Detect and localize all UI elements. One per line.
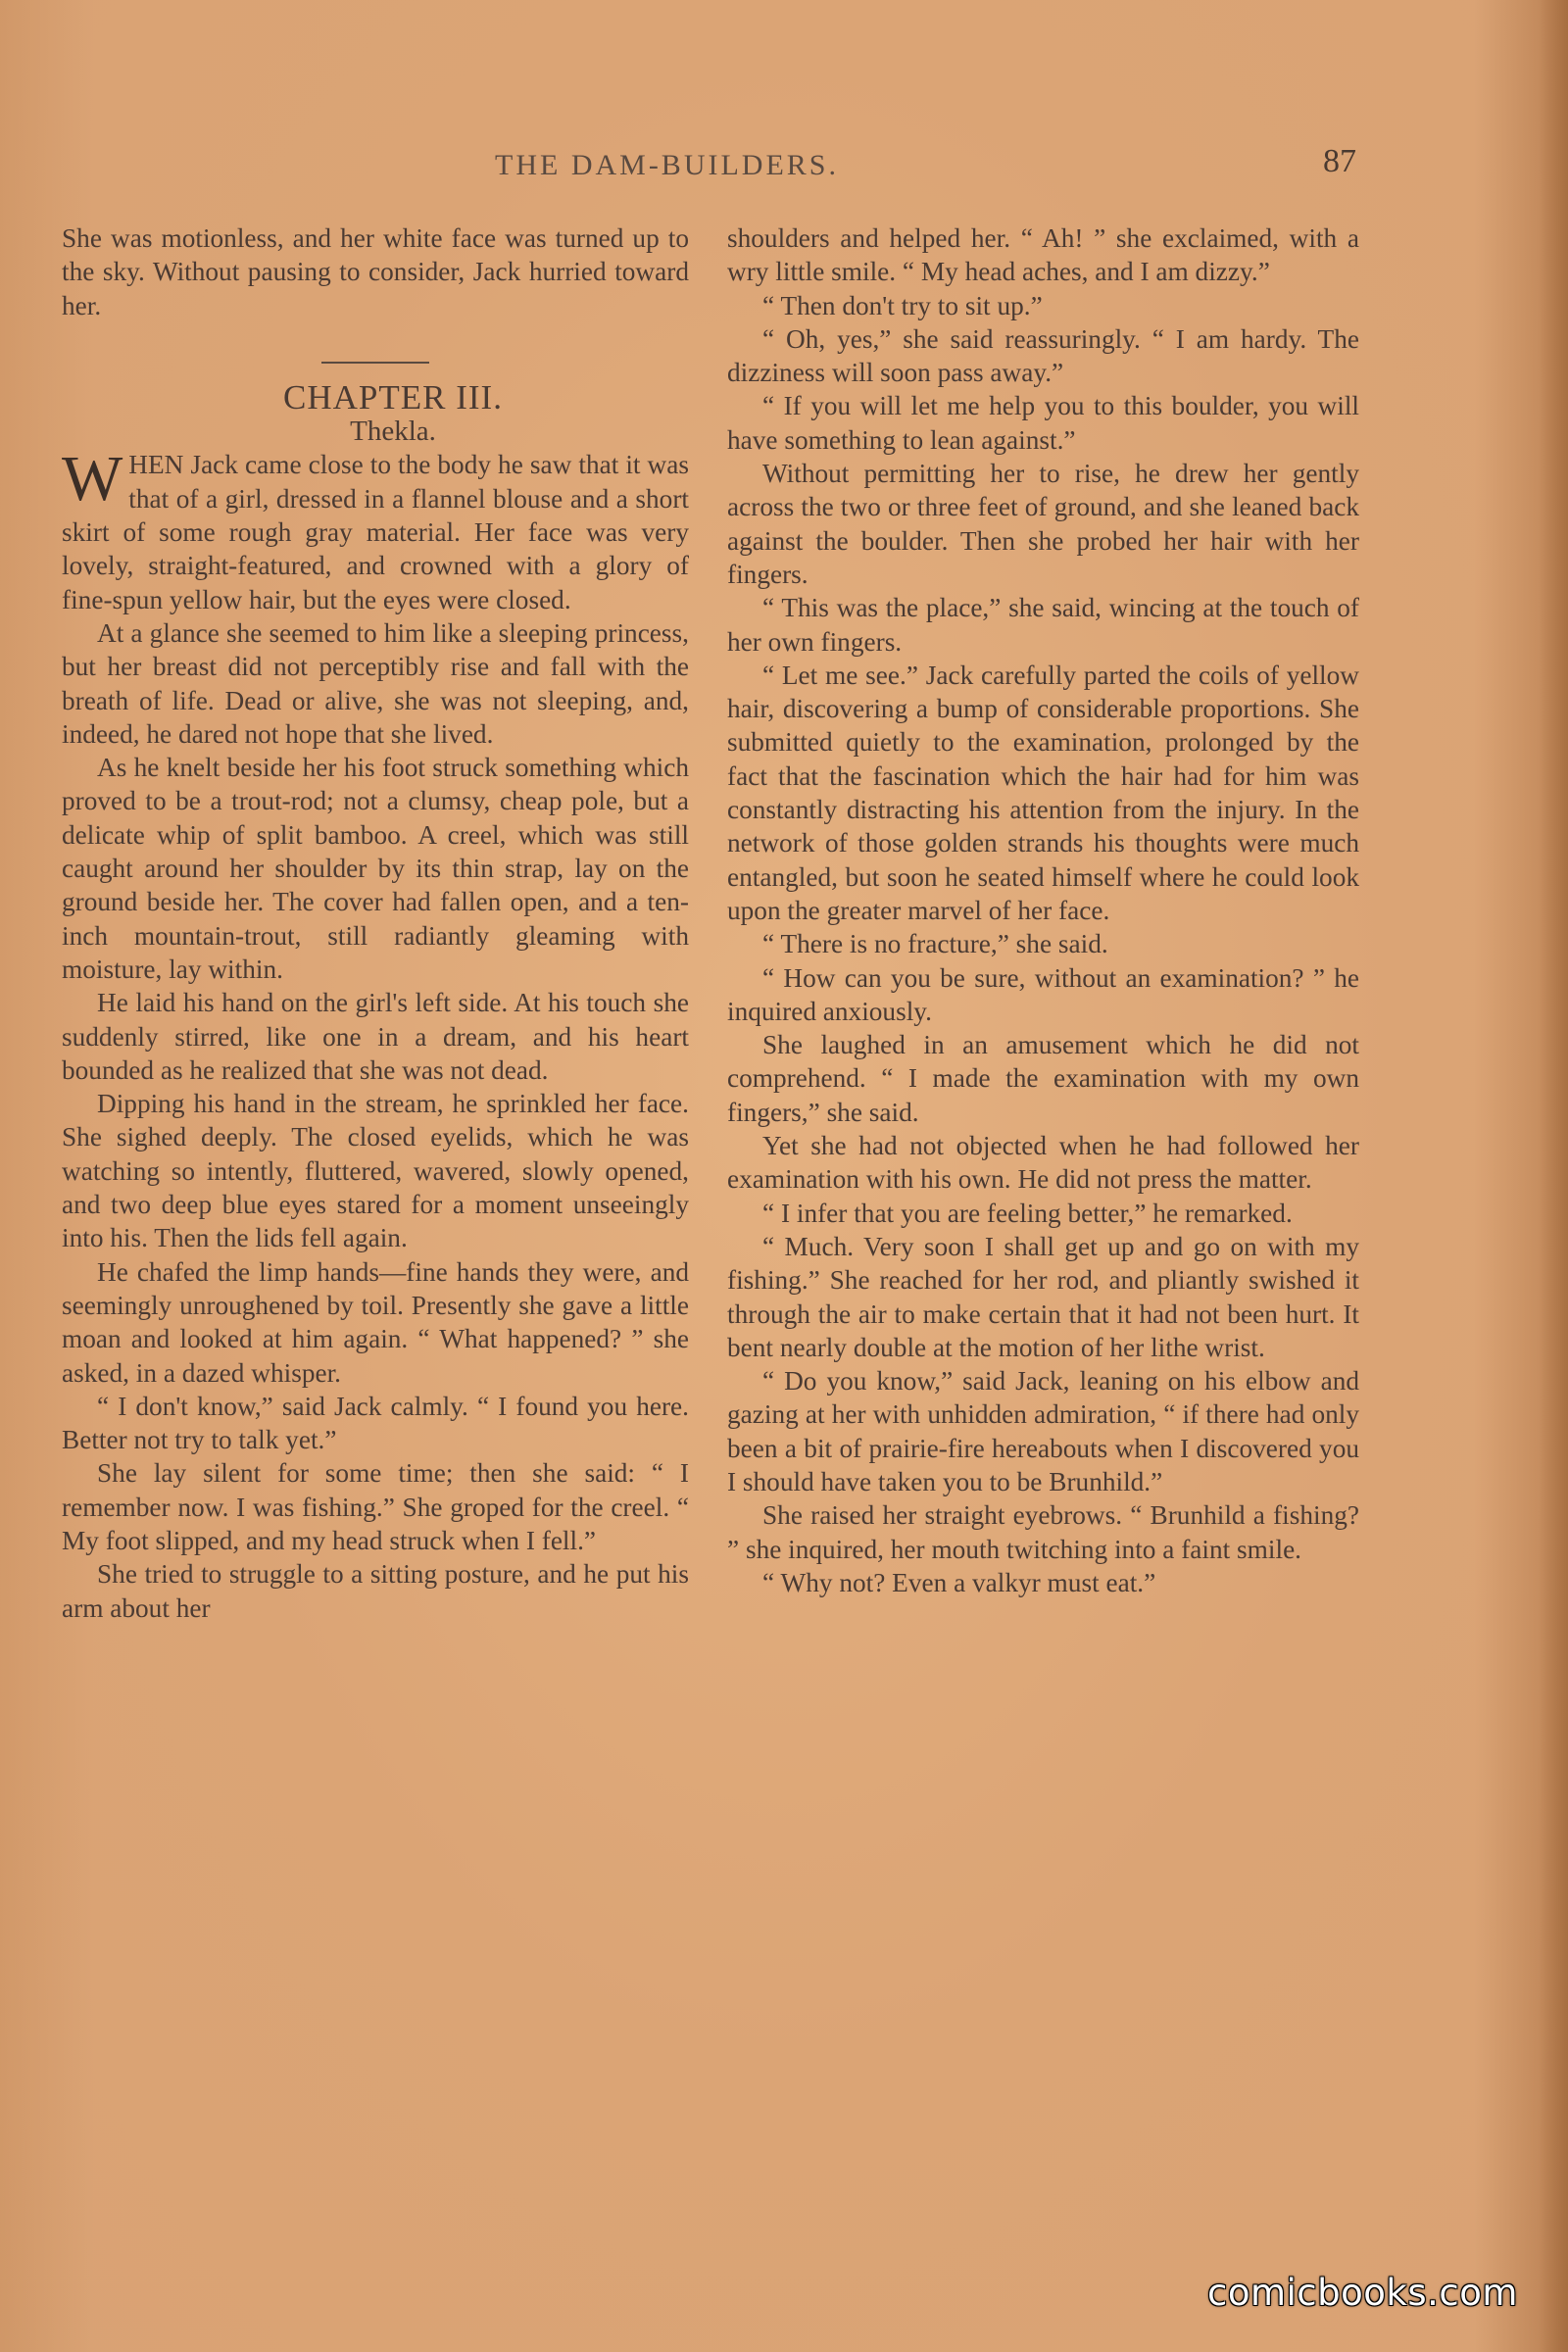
paragraph: She laughed in an amusement which he did not comprehend. “ I made the examination with my own fingers,” she said. [727,1030,1359,1127]
paragraph: As he knelt beside her his foot struck something which proved to be a trout-rod; not a clumsy, cheap pole, but a delicate whip of split bamboo. A creel, which was still caught around her shoulder by its thin strap, lay on the ground beside her. The cover had fallen open, and a ten-inch mountain-trout, still radiantly gleaming with moisture, lay within. [62,753,689,984]
paragraph: She lay silent for some time; then she said: “ I remember now. I was fishing.” She groped for the creel. “ My foot slipped, and my head struck when I fell.” [62,1458,689,1555]
right-column [727,221,1359,1599]
paragraph: “ This was the place,” she said, wincing at the touch of her own fingers. [727,593,1359,657]
paragraph: She tried to struggle to a sitting posture, and he put his arm about her [62,1559,689,1623]
paragraph: He laid his hand on the girl's left side. At his touch she suddenly stirred, like one in a dream, and his heart bounded as he realized that she was not dead. [62,988,689,1085]
paragraph: “ Let me see.” Jack carefully parted the coils of yellow hair, discovering a bump of considerable proportions. She submitted quietly to the examination, prolonged by the fact that the fascination which the hair had for him was constantly distracting his attention from the injury. In the network of those golden strands his thoughts were much entangled, but soon he seated himself where he could look upon the greater marvel of her face. [727,660,1359,925]
paragraph: Without permitting her to rise, he drew her gently across the two or three feet of ground, and she leaned back against the boulder. Then she probed her hair with her fingers. [727,459,1359,589]
running-title: THE DAM-BUILDERS. [495,149,839,181]
paragraph: “ If you will let me help you to this boulder, you will have something to lean against.” [727,391,1359,455]
drop-cap: W [62,443,123,515]
watermark-logo: comicbooks.com [1207,2272,1518,2314]
paragraph: Yet she had not objected when he had followed her examination with his own. He did not press the matter. [727,1131,1359,1195]
paragraph: “ Oh, yes,” she said reassuringly. “ I am hardy. The dizziness will soon pass away.” [727,323,1359,388]
paragraph: “ How can you be sure, without an examination? ” he inquired anxiously. [727,962,1359,1026]
first-paragraph [62,443,689,615]
paragraph: At a glance she seemed to him like a sleeping princess, but her breast did not perceptibly rise and fall with the breath of life. Dead or alive, she was not sleeping, and, indeed, he dared not hope that she lived. [62,617,689,749]
first-paragraph-text: HEN Jack came close to the body he saw that it was that of a girl, dressed in a flannel blouse and a short skirt of some rough gray material. Her face was very lovely, straight-featured, and crowned with a glory of fine-spun yellow hair, but the eyes were closed. [62,450,689,614]
section-divider [321,362,429,364]
paragraph: He chafed the limp hands—fine hands they were, and seemingly unroughened by toil. Presently she gave a little moan and looked at him again. “ What happened? ” she asked, in a dazed whisper. [62,1256,689,1388]
paragraph: “ There is no fracture,” she said. [762,929,1108,959]
paragraph: “ I don't know,” said Jack calmly. “ I found you here. Better not try to talk yet.” [62,1391,689,1455]
continuation-paragraph: shoulders and helped her. “ Ah! ” she exclaimed, with a wry little smile. “ My head aches, and I am dizzy.” [727,223,1359,287]
paragraph: She raised her straight eyebrows. “ Brunhild a fishing? ” she inquired, her mouth twitching into a faint smile. [727,1500,1359,1564]
chapter-subtitle: Thekla. [350,416,436,448]
paragraph: “ Then don't try to sit up.” [762,290,1043,320]
paragraph: “ Why not? Even a valkyr must eat.” [762,1567,1156,1597]
paragraph: “ Much. Very soon I shall get up and go on with my fishing.” She reached for her rod, and pliantly swished it through the air to make certain that it had not been hurt. It bent nearly double at the motion of her lithe wrist. [727,1231,1359,1362]
chapter-heading: CHAPTER III. [283,377,503,416]
paragraph: “ Do you know,” said Jack, leaning on his elbow and gazing at her with unhidden admiration, “ if there had only been a bit of prairie-fire hereabouts when I discovered you I should have taken you to be Brunhild.” [727,1366,1359,1496]
paragraph: “ I infer that you are feeling better,” he remarked. [762,1198,1293,1228]
left-column [62,221,689,1625]
page-number: 87 [1323,143,1356,179]
opening-paragraph: She was motionless, and her white face was turned up to the sky. Without pausing to consider, Jack hurried toward her. [62,223,689,320]
page-edge-shadow [1539,0,1568,2352]
paragraph: Dipping his hand in the stream, he sprinkled her face. She sighed deeply. The closed eyelids, which he was watching so intently, fluttered, wavered, slowly opened, and two deep blue eyes stared for a moment unseeingly into his. Then the lids fell again. [62,1089,689,1253]
